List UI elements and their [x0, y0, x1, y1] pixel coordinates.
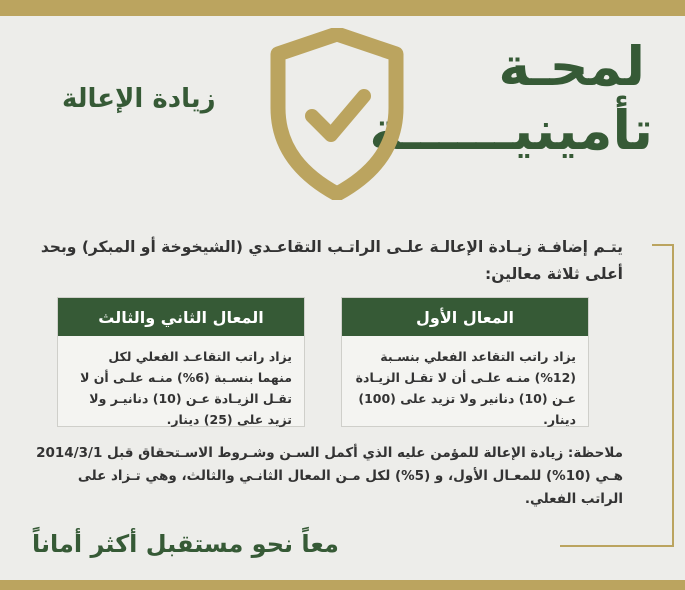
card-text: يزاد راتب التقاعد الفعلي بنسـبة (12%) منـه علـى أن لا تقـل الزيـادة عـن (10) دنانير ولا تزيد على (100) دينار. — [355, 349, 576, 427]
card-title: المعال الأول — [342, 298, 588, 336]
note-text: ملاحظة: زيادة الإعالة للمؤمن عليه الذي أكمل السـن وشـروط الاسـتحقاق قبل 2014/3/1 هـي (10%) للمعـال الأول، و (5%) لكل مـن المعال الثانـي والثالث، وهي تـزاد على الراتب الفعلي. — [36, 445, 623, 507]
intro-text: يتـم إضافـة زيـادة الإعالـة علـى الراتـب التقاعـدي (الشيخوخة أو المبكر) وبحد أعلى ثلاثة معالين: — [40, 238, 623, 283]
bracket-line-side — [672, 244, 674, 546]
top-accent-bar — [0, 0, 685, 16]
bracket-line-bottom — [560, 545, 674, 547]
card-first-dependent — [341, 297, 589, 427]
slogan: معاً نحو مستقبل أكثر أماناً — [32, 530, 339, 558]
subtitle: زيادة الإعالة — [62, 84, 216, 114]
bracket-line-top — [652, 244, 672, 246]
card-text: يزاد راتب التقاعـد الفعلي لكل منهما بنسـبة (6%) منـه علـى أن لا تقـل الزيـادة عـن (10) دنانيـر ولا تزيد على (25) دينار. — [80, 349, 292, 427]
card-second-third-dependent — [57, 297, 305, 427]
shield-check-icon — [268, 28, 406, 200]
bottom-accent-bar — [0, 580, 685, 590]
page-title-line-1: لمحـة — [498, 35, 645, 98]
card-title: المعال الثاني والثالث — [58, 298, 304, 336]
page-title-line-2: تأمينيــــــة — [369, 99, 653, 162]
